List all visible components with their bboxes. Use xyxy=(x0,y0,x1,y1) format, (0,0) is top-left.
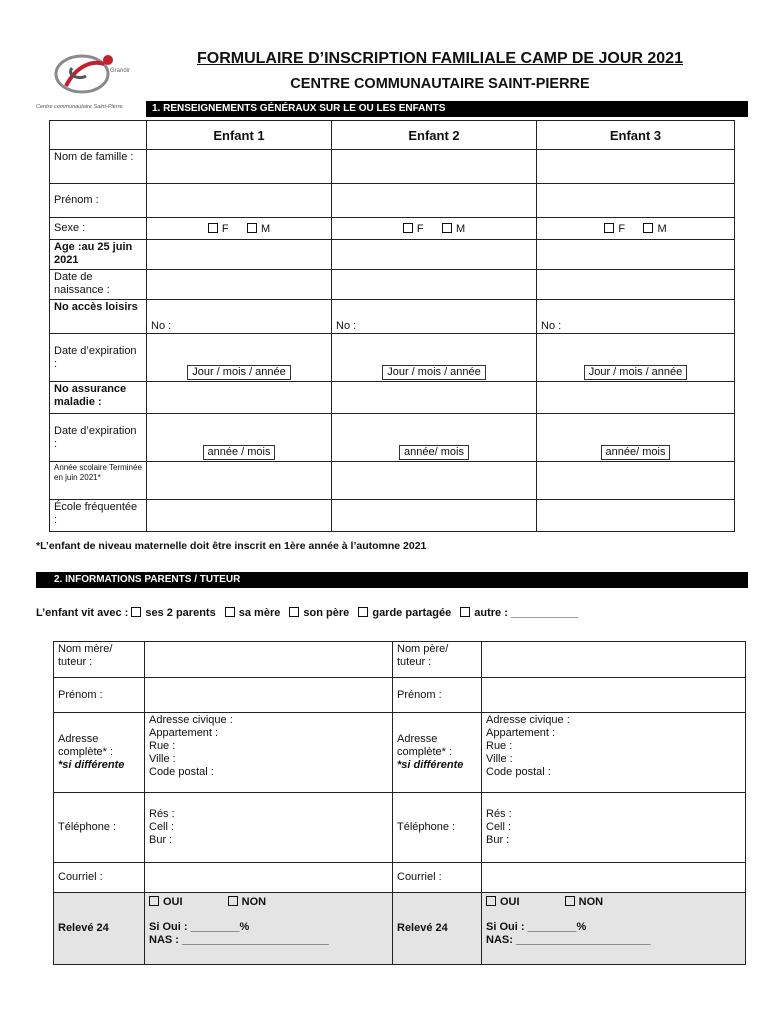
col-enfant-2: Enfant 2 xyxy=(332,121,537,150)
camp-logo xyxy=(36,46,144,112)
sexe-enfant-1: F M xyxy=(147,218,332,240)
expiration-1-enfant-1[interactable] xyxy=(147,334,332,382)
assurance-enfant-3-field[interactable] xyxy=(537,382,735,414)
lives-with-line: L’enfant vit avec : ses 2 parents sa mère son père garde partagée autre : ___________ xyxy=(36,607,579,619)
prenom-enfant-1-field[interactable] xyxy=(147,184,332,218)
naissance-enfant-1-field[interactable] xyxy=(147,270,332,300)
label-adresse-pere: Adresse complète* : *si différente xyxy=(393,713,482,793)
telephone-mere-field[interactable]: Rés : Cell : Bur : xyxy=(145,793,393,863)
date-format-box: Jour / mois / année xyxy=(382,365,486,380)
checkbox-pere[interactable] xyxy=(289,607,299,617)
prenom-mere-field[interactable] xyxy=(145,678,393,713)
col-enfant-3: Enfant 3 xyxy=(537,121,735,150)
age-enfant-3-field[interactable] xyxy=(537,240,735,270)
form-title: FORMULAIRE D’INSCRIPTION FAMILIALE CAMP DE JOUR 2021 xyxy=(197,50,683,67)
row-label-annee-scolaire: Année scolaire Terminée en juin 2021* xyxy=(50,462,147,500)
svg-text:Grandir: Grandir xyxy=(110,68,131,74)
checkbox-2-parents[interactable] xyxy=(131,607,141,617)
age-enfant-1-field[interactable] xyxy=(147,240,332,270)
row-label-sexe: Sexe : xyxy=(50,218,147,240)
checkbox-autre[interactable] xyxy=(460,607,470,617)
label-courriel-pere: Courriel : xyxy=(393,863,482,893)
label-telephone-mere: Téléphone : xyxy=(54,793,145,863)
adresse-pere-field[interactable]: Adresse civique : Appartement : Rue : Ville : Code postal : xyxy=(482,713,746,793)
ecole-enfant-1-field[interactable] xyxy=(147,500,332,532)
checkbox-f-enfant-3[interactable] xyxy=(604,223,614,233)
checkbox-m-enfant-1[interactable] xyxy=(247,223,257,233)
si-oui-mere[interactable]: Si Oui : ________% xyxy=(149,921,250,933)
checkbox-garde-partagee[interactable] xyxy=(358,607,368,617)
checkbox-non-pere[interactable] xyxy=(565,896,575,906)
label-releve-pere: Relevé 24 xyxy=(393,893,482,965)
row-label-assurance: No assurance maladie : xyxy=(50,382,147,414)
checkbox-mere[interactable] xyxy=(225,607,235,617)
releve-pere-field: OUI NON Si Oui : ________% NAS: ______________________ xyxy=(482,893,746,965)
expiration-2-enfant-1[interactable] xyxy=(147,414,332,462)
sexe-enfant-2: F M xyxy=(332,218,537,240)
section1-heading: 1. RENSEIGNEMENTS GÉNÉRAUX SUR LE OU LES ENFANTS xyxy=(146,101,748,117)
naissance-enfant-3-field[interactable] xyxy=(537,270,735,300)
checkbox-f-enfant-1[interactable] xyxy=(208,223,218,233)
ecole-enfant-3-field[interactable] xyxy=(537,500,735,532)
sexe-enfant-3: F M xyxy=(537,218,735,240)
label-courriel-mere: Courriel : xyxy=(54,863,145,893)
annee-enfant-1-field[interactable] xyxy=(147,462,332,500)
ecole-enfant-2-field[interactable] xyxy=(332,500,537,532)
logo-caption: Centre communautaire Saint-Pierre xyxy=(36,104,123,110)
checkbox-non-mere[interactable] xyxy=(228,896,238,906)
annee-enfant-3-field[interactable] xyxy=(537,462,735,500)
annee-enfant-2-field[interactable] xyxy=(332,462,537,500)
date-format-box: Jour / mois / année xyxy=(187,365,291,380)
row-label-acces: No accès loisirs xyxy=(50,300,147,334)
row-label-expiration-2: Date d’expiration : xyxy=(50,414,147,462)
row-label-expiration-1: Date d’expiration : xyxy=(50,334,147,382)
label-nom-pere: Nom père/ tuteur : xyxy=(393,642,482,678)
label-releve-mere: Relevé 24 xyxy=(54,893,145,965)
date-format-box: année / mois xyxy=(203,445,276,460)
nom-enfant-3-field[interactable] xyxy=(537,150,735,184)
naissance-enfant-2-field[interactable] xyxy=(332,270,537,300)
parents-table xyxy=(53,641,746,965)
label-adresse-mere: Adresse complète* : *si différente xyxy=(54,713,145,793)
assurance-enfant-1-field[interactable] xyxy=(147,382,332,414)
label-prenom-mere: Prénom : xyxy=(54,678,145,713)
checkbox-oui-pere[interactable] xyxy=(486,896,496,906)
row-label-ecole: École fréquentée : xyxy=(50,500,147,532)
section2-heading: 2. INFORMATIONS PARENTS / TUTEUR xyxy=(36,572,748,588)
checkbox-m-enfant-3[interactable] xyxy=(643,223,653,233)
nom-pere-field[interactable] xyxy=(482,642,746,678)
nom-enfant-1-field[interactable] xyxy=(147,150,332,184)
nas-pere[interactable]: NAS: ______________________ xyxy=(486,934,651,946)
row-label-age: Age :au 25 juin 2021 xyxy=(50,240,147,270)
date-format-box: Jour / mois / année xyxy=(584,365,688,380)
date-format-box: année/ mois xyxy=(601,445,671,460)
children-table xyxy=(49,120,735,532)
si-oui-pere[interactable]: Si Oui : ________% xyxy=(486,921,587,933)
prenom-enfant-3-field[interactable] xyxy=(537,184,735,218)
adresse-mere-field[interactable]: Adresse civique : Appartement : Rue : Ville : Code postal : xyxy=(145,713,393,793)
prenom-pere-field[interactable] xyxy=(482,678,746,713)
releve-mere-field: OUI NON Si Oui : ________% NAS : ________________________ xyxy=(145,893,393,965)
acces-enfant-2-field[interactable]: No : xyxy=(332,300,537,334)
form-subtitle: CENTRE COMMUNAUTAIRE SAINT-PIERRE xyxy=(290,76,590,92)
expiration-2-enfant-3[interactable] xyxy=(537,414,735,462)
date-format-box: année/ mois xyxy=(399,445,469,460)
label-telephone-pere: Téléphone : xyxy=(393,793,482,863)
nas-mere[interactable]: NAS : ________________________ xyxy=(149,934,329,946)
courriel-mere-field[interactable] xyxy=(145,863,393,893)
nom-mere-field[interactable] xyxy=(145,642,393,678)
footnote: *L’enfant de niveau maternelle doit être inscrit en 1ère année à l’automne 2021 xyxy=(36,540,427,552)
nom-enfant-2-field[interactable] xyxy=(332,150,537,184)
label-prenom-pere: Prénom : xyxy=(393,678,482,713)
acces-enfant-3-field[interactable]: No : xyxy=(537,300,735,334)
prenom-enfant-2-field[interactable] xyxy=(332,184,537,218)
checkbox-m-enfant-2[interactable] xyxy=(442,223,452,233)
acces-enfant-1-field[interactable]: No : xyxy=(147,300,332,334)
checkbox-f-enfant-2[interactable] xyxy=(403,223,413,233)
corner-cell xyxy=(50,121,147,150)
col-enfant-1: Enfant 1 xyxy=(147,121,332,150)
row-label-nom: Nom de famille : xyxy=(50,150,147,184)
assurance-enfant-2-field[interactable] xyxy=(332,382,537,414)
expiration-1-enfant-2[interactable] xyxy=(332,334,537,382)
age-enfant-2-field[interactable] xyxy=(332,240,537,270)
telephone-pere-field[interactable]: Rés : Cell : Bur : xyxy=(482,793,746,863)
label-nom-mere: Nom mère/ tuteur : xyxy=(54,642,145,678)
courriel-pere-field[interactable] xyxy=(482,863,746,893)
row-label-naissance: Date de naissance : xyxy=(50,270,147,300)
checkbox-oui-mere[interactable] xyxy=(149,896,159,906)
expiration-1-enfant-3[interactable] xyxy=(537,334,735,382)
row-label-prenom: Prénom : xyxy=(50,184,147,218)
expiration-2-enfant-2[interactable] xyxy=(332,414,537,462)
